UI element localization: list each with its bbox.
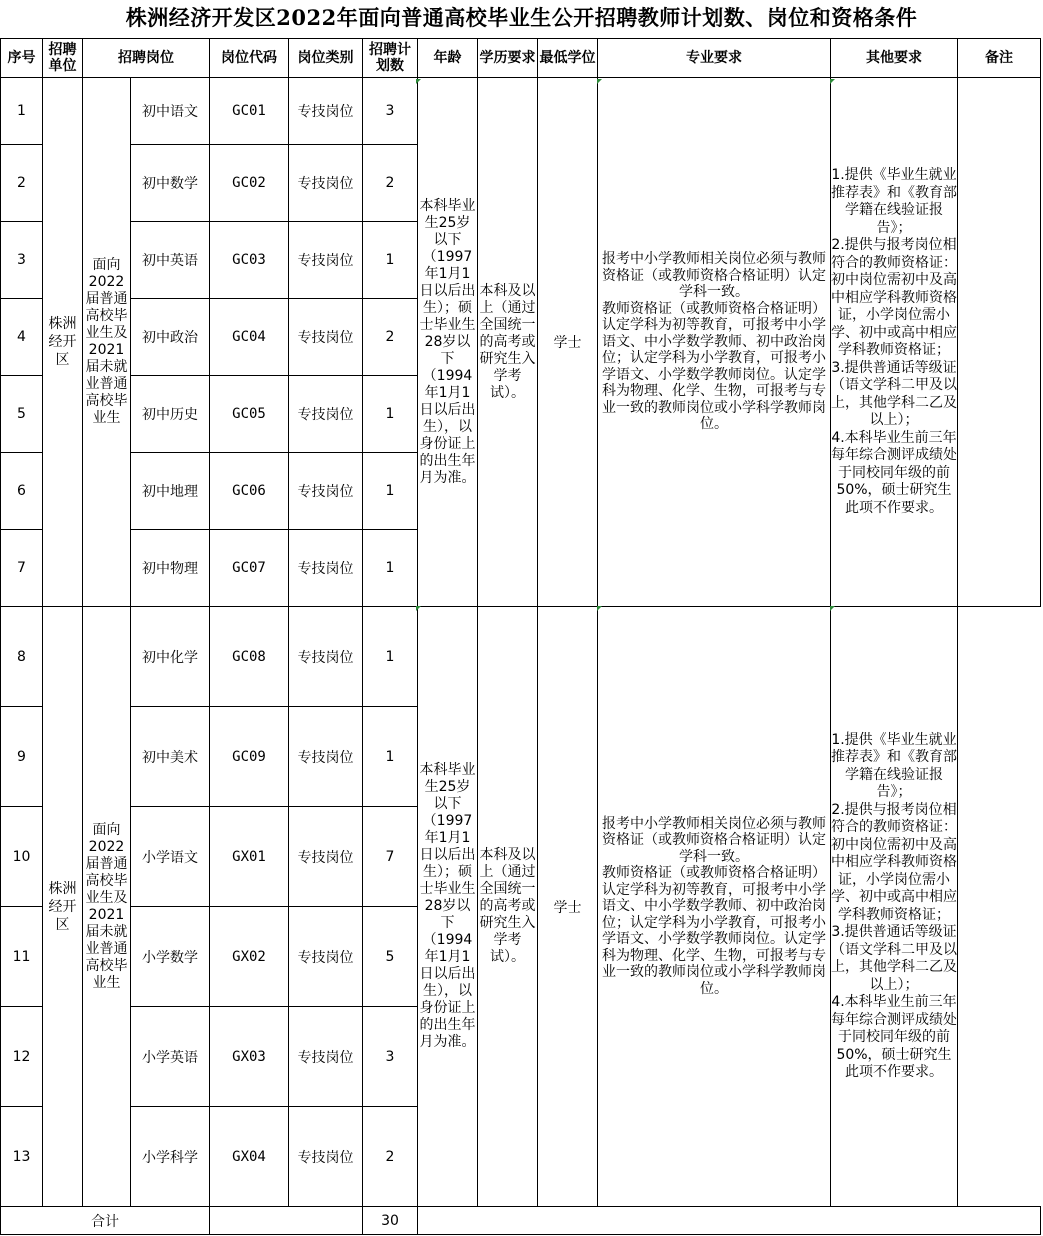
code-cell: GC07 xyxy=(210,530,289,607)
post-cell: 初中语文 xyxy=(131,78,210,145)
post-cell: 初中化学 xyxy=(131,607,210,707)
code-cell: GX01 xyxy=(210,807,289,907)
other-text: 2.提供与报考岗位相符合的教师资格证：初中岗位需初中及高中相应学科教师资格证，小学岗位需小学、初中或高中相应学科教师资格证； xyxy=(831,237,957,358)
seq-cell: 4 xyxy=(1,299,43,376)
category-cell: 专技岗位 xyxy=(289,530,363,607)
other-text: 3.提供普通话等级证（语文学科二甲及以上，其他学科二乙及以上）； xyxy=(831,359,957,428)
plan-cell: 7 xyxy=(363,807,418,907)
post-cell: 小学英语 xyxy=(131,1007,210,1107)
batch-cell: 面向2022届普通高校毕业生及2021届未就业普通高校毕业生 xyxy=(83,607,131,1207)
unit-cell: 株洲经开区 xyxy=(43,78,83,607)
category-cell: 专技岗位 xyxy=(289,222,363,299)
cell-marker-icon xyxy=(830,79,835,84)
other-text: 3.提供普通话等级证（语文学科二甲及以上，其他学科二乙及以上）； xyxy=(831,924,957,993)
category-cell: 专技岗位 xyxy=(289,707,363,807)
code-cell: GC06 xyxy=(210,453,289,530)
seq-cell: 3 xyxy=(1,222,43,299)
plan-cell: 1 xyxy=(363,530,418,607)
post-cell: 小学语文 xyxy=(131,807,210,907)
education-cell: 本科及以上（通过全国统一的高考或研究生入学考试）。 xyxy=(478,607,538,1207)
other-text: 4.本科毕业生前三年每年综合测评成绩处于同校同年级的前50%，硕士研究生此项不作要求。 xyxy=(831,429,957,516)
post-cell: 小学科学 xyxy=(131,1107,210,1207)
code-cell: GC09 xyxy=(210,707,289,807)
header-post: 招聘岗位 xyxy=(83,39,210,78)
seq-cell: 8 xyxy=(1,607,43,707)
category-cell: 专技岗位 xyxy=(289,1107,363,1207)
category-cell: 专技岗位 xyxy=(289,907,363,1007)
code-cell: GC04 xyxy=(210,299,289,376)
note-cell xyxy=(958,78,1041,607)
header-unit: 招聘单位 xyxy=(43,39,83,78)
code-cell: GX04 xyxy=(210,1107,289,1207)
plan-cell: 1 xyxy=(363,607,418,707)
plan-cell: 2 xyxy=(363,299,418,376)
header-note: 备注 xyxy=(958,39,1041,78)
code-cell: GX02 xyxy=(210,907,289,1007)
major-cell xyxy=(598,78,831,607)
cell-marker-icon xyxy=(830,606,835,611)
header-age: 年龄 xyxy=(418,39,478,78)
table-row xyxy=(1,607,1041,707)
category-cell: 专技岗位 xyxy=(289,453,363,530)
education-cell: 本科及以上（通过全国统一的高考或研究生入学考试）。 xyxy=(478,78,538,607)
seq-cell: 2 xyxy=(1,145,43,222)
post-cell: 初中物理 xyxy=(131,530,210,607)
header-seq: 序号 xyxy=(1,39,43,78)
plan-cell: 1 xyxy=(363,222,418,299)
plan-cell: 3 xyxy=(363,78,418,145)
post-cell: 初中数学 xyxy=(131,145,210,222)
age-cell: 本科毕业生25岁以下（1997年1月1日以后出生）；硕士毕业生28岁以下（1994年1月1日以后出生），以身份证上的出生年月为准。 xyxy=(418,78,478,607)
seq-cell: 9 xyxy=(1,707,43,807)
category-cell: 专技岗位 xyxy=(289,607,363,707)
total-label: 合计 xyxy=(1,1207,210,1235)
category-cell: 专技岗位 xyxy=(289,299,363,376)
seq-cell: 13 xyxy=(1,1107,43,1207)
post-cell: 初中地理 xyxy=(131,453,210,530)
seq-cell: 12 xyxy=(1,1007,43,1107)
header-plan: 招聘计划数 xyxy=(363,39,418,78)
cell-marker-icon xyxy=(597,79,602,84)
major-text: 报考中小学教师相关岗位必须与教师资格证（或教师资格合格证明）认定学科一致。 xyxy=(602,251,826,301)
code-cell: GC02 xyxy=(210,145,289,222)
total-value: 30 xyxy=(363,1207,418,1235)
total-row xyxy=(1,1207,1041,1235)
other-cell xyxy=(831,607,958,1207)
plan-cell: 2 xyxy=(363,1107,418,1207)
major-text: 教师资格证（或教师资格合格证明）认定学科为初等教育，可报考中小学语文、中小学数学教师、初中政治岗位；认定学科为小学教育，可报考小学语文、小学数学教师岗位。认定学科为物理、化学、生物，可报考与专业一致的教师岗位或小学科学教师岗位。 xyxy=(602,865,826,997)
major-cell xyxy=(598,607,831,1207)
header-row xyxy=(1,39,1041,78)
plan-cell: 1 xyxy=(363,707,418,807)
cell-marker-icon xyxy=(416,606,421,611)
code-cell: GC08 xyxy=(210,607,289,707)
post-cell: 初中英语 xyxy=(131,222,210,299)
post-cell: 初中美术 xyxy=(131,707,210,807)
post-cell: 初中历史 xyxy=(131,376,210,453)
plan-cell: 1 xyxy=(363,376,418,453)
other-text: 1.提供《毕业生就业推荐表》和《教育部学籍在线验证报告》； xyxy=(831,167,957,236)
other-text: 4.本科毕业生前三年每年综合测评成绩处于同校同年级的前50%，硕士研究生此项不作要求。 xyxy=(831,994,957,1080)
page-title: 株洲经济开发区2022年面向普通高校毕业生公开招聘教师计划数、岗位和资格条件 xyxy=(125,5,918,30)
table-row xyxy=(1,78,1041,145)
recruitment-table xyxy=(0,38,1041,1235)
code-cell: GX03 xyxy=(210,1007,289,1107)
code-cell: GC03 xyxy=(210,222,289,299)
header-education: 学历要求 xyxy=(478,39,538,78)
major-text: 报考中小学教师相关岗位必须与教师资格证（或教师资格合格证明）认定学科一致。 xyxy=(602,815,826,865)
major-text: 教师资格证（或教师资格合格证明）认定学科为初等教育，可报考中小学语文、中小学数学教师、初中政治岗位；认定学科为小学教育，可报考小学语文、小学数学教师岗位。认定学科为物理、化学、生物，可报考与专业一致的教师岗位或小学科学教师岗位。 xyxy=(602,300,826,433)
category-cell: 专技岗位 xyxy=(289,376,363,453)
seq-cell: 10 xyxy=(1,807,43,907)
header-other: 其他要求 xyxy=(831,39,958,78)
plan-cell: 2 xyxy=(363,145,418,222)
batch-cell: 面向2022届普通高校毕业生及2021届未就业普通高校毕业生 xyxy=(83,78,131,607)
plan-cell: 3 xyxy=(363,1007,418,1107)
code-cell: GC05 xyxy=(210,376,289,453)
seq-cell: 6 xyxy=(1,453,43,530)
plan-cell: 5 xyxy=(363,907,418,1007)
category-cell: 专技岗位 xyxy=(289,1007,363,1107)
seq-cell: 1 xyxy=(1,78,43,145)
age-cell: 本科毕业生25岁以下（1997年1月1日以后出生）；硕士毕业生28岁以下（1994年1月1日以后出生），以身份证上的出生年月为准。 xyxy=(418,607,478,1207)
header-degree: 最低学位 xyxy=(538,39,598,78)
header-major: 专业要求 xyxy=(598,39,831,78)
cell-marker-icon xyxy=(597,606,602,611)
degree-cell: 学士 xyxy=(538,607,598,1207)
seq-cell: 11 xyxy=(1,907,43,1007)
seq-cell: 7 xyxy=(1,530,43,607)
plan-cell: 1 xyxy=(363,453,418,530)
post-cell: 小学数学 xyxy=(131,907,210,1007)
category-cell: 专技岗位 xyxy=(289,807,363,907)
other-text: 2.提供与报考岗位相符合的教师资格证：初中岗位需初中及高中相应学科教师资格证，小学岗位需小学、初中或高中相应学科教师资格证； xyxy=(831,801,957,923)
other-cell xyxy=(831,78,958,607)
note-cell xyxy=(958,607,1041,1207)
header-code: 岗位代码 xyxy=(210,39,289,78)
category-cell: 专技岗位 xyxy=(289,145,363,222)
post-cell: 初中政治 xyxy=(131,299,210,376)
category-cell: 专技岗位 xyxy=(289,78,363,145)
other-text: 1.提供《毕业生就业推荐表》和《教育部学籍在线验证报告》； xyxy=(831,731,957,800)
cell-marker-icon xyxy=(416,79,421,84)
code-cell: GC01 xyxy=(210,78,289,145)
unit-cell: 株洲经开区 xyxy=(43,607,83,1207)
header-category: 岗位类别 xyxy=(289,39,363,78)
seq-cell: 5 xyxy=(1,376,43,453)
degree-cell: 学士 xyxy=(538,78,598,607)
